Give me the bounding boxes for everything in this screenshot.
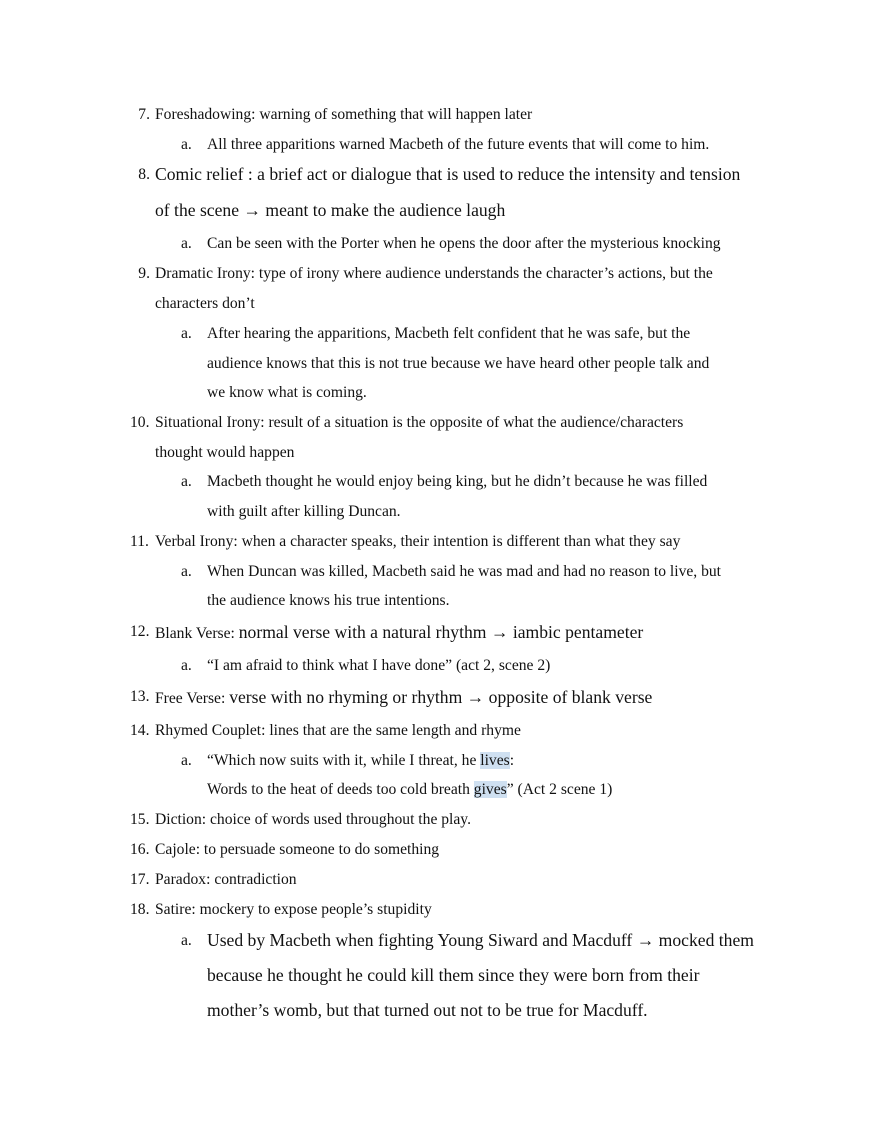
term: Blank Verse:	[155, 625, 235, 642]
quote-text: ” (Act 2 scene 1)	[506, 781, 613, 798]
item-text: Paradox: contradiction	[155, 871, 297, 888]
item-number: 18.	[130, 901, 150, 918]
sub-marker: a.	[181, 657, 192, 674]
sub-item-text: audience knows that this is not true because we have heard other people talk and	[207, 355, 710, 372]
sub-marker: a.	[181, 932, 192, 949]
item-number: 14.	[130, 722, 150, 739]
item-number: 16.	[130, 841, 150, 858]
quote-text: Words to the heat of deeds too cold breath	[207, 781, 474, 798]
sub-marker: a.	[181, 752, 192, 769]
highlighted-word: lives	[480, 752, 510, 769]
item-text: Situational Irony: result of a situation is the opposite of what the audience/characters	[155, 414, 684, 431]
sub-item-text: “I am afraid to think what I have done” (act 2, scene 2)	[207, 657, 551, 674]
sub-item-text: we know what is coming.	[207, 384, 367, 401]
sub-item-text: because he thought he could kill them since they were born from their	[207, 965, 700, 985]
sub-item-text: with guilt after killing Duncan.	[207, 503, 401, 520]
sub-marker: a.	[181, 325, 192, 342]
quote-line	[207, 751, 514, 771]
item-text: Foreshadowing: warning of something that will happen later	[155, 106, 533, 123]
item-number: 9.	[138, 265, 150, 282]
item-text	[155, 687, 652, 709]
sub-item-text: Macbeth thought he would enjoy being king, but he didn’t because he was filled	[207, 473, 708, 490]
quote-text: “Which now suits with it, while I threat, he	[207, 752, 481, 769]
quote-text: :	[509, 752, 515, 769]
item-text: Diction: choice of words used throughout the play.	[155, 811, 471, 828]
item-number: 15.	[130, 811, 150, 828]
item-number: 12.	[130, 623, 150, 640]
term: Foreshadowing	[155, 106, 252, 123]
item-text: of the scene → meant to make the audience laugh	[155, 200, 506, 220]
item-text: Satire: mockery to expose people’s stupidity	[155, 901, 432, 918]
sub-marker: a.	[181, 136, 192, 153]
sub-item-text: the audience knows his true intentions.	[207, 592, 450, 609]
sub-item-text: Used by Macbeth when fighting Young Siward and Macduff → mocked them	[207, 930, 754, 950]
item-number: 11.	[130, 533, 149, 550]
item-text	[155, 622, 643, 644]
item-number: 10.	[130, 414, 150, 431]
item-text: Comic relief : a brief act or dialogue that is used to reduce the intensity and tension	[155, 164, 741, 184]
item-number: 7.	[138, 106, 150, 123]
sub-marker: a.	[181, 563, 192, 580]
sub-item-text: mother’s womb, but that turned out not to be true for Macduff.	[207, 1000, 648, 1020]
item-text: characters don’t	[155, 295, 255, 312]
sub-item-text: When Duncan was killed, Macbeth said he was mad and had no reason to live, but	[207, 563, 722, 580]
quote-line	[207, 780, 612, 800]
item-text: Dramatic Irony: type of irony where audience understands the character’s actions, but the	[155, 265, 713, 282]
item-text: Rhymed Couplet: lines that are the same length and rhyme	[155, 722, 521, 739]
item-number: 13.	[130, 688, 150, 705]
highlighted-word: gives	[473, 781, 507, 798]
item-number: 8.	[138, 166, 150, 183]
sub-item-text: All three apparitions warned Macbeth of the future events that will come to him.	[207, 136, 710, 153]
item-text: Cajole: to persuade someone to do something	[155, 841, 440, 858]
item-number: 17.	[130, 871, 150, 888]
definition: warning of something that will happen later	[259, 106, 533, 123]
sub-item-text: After hearing the apparitions, Macbeth felt confident that he was safe, but the	[207, 325, 691, 342]
item-text: Verbal Irony: when a character speaks, their intention is different than what they say	[155, 533, 681, 550]
item-text: thought would happen	[155, 444, 295, 461]
sub-marker: a.	[181, 235, 192, 252]
definition: normal verse with a natural rhythm → iambic pentameter	[238, 622, 644, 642]
term: Free Verse:	[155, 690, 226, 707]
sub-marker: a.	[181, 473, 192, 490]
definition: verse with no rhyming or rhythm → opposite of blank verse	[229, 687, 653, 707]
sub-item-text: Can be seen with the Porter when he opens the door after the mysterious knocking	[207, 235, 721, 252]
